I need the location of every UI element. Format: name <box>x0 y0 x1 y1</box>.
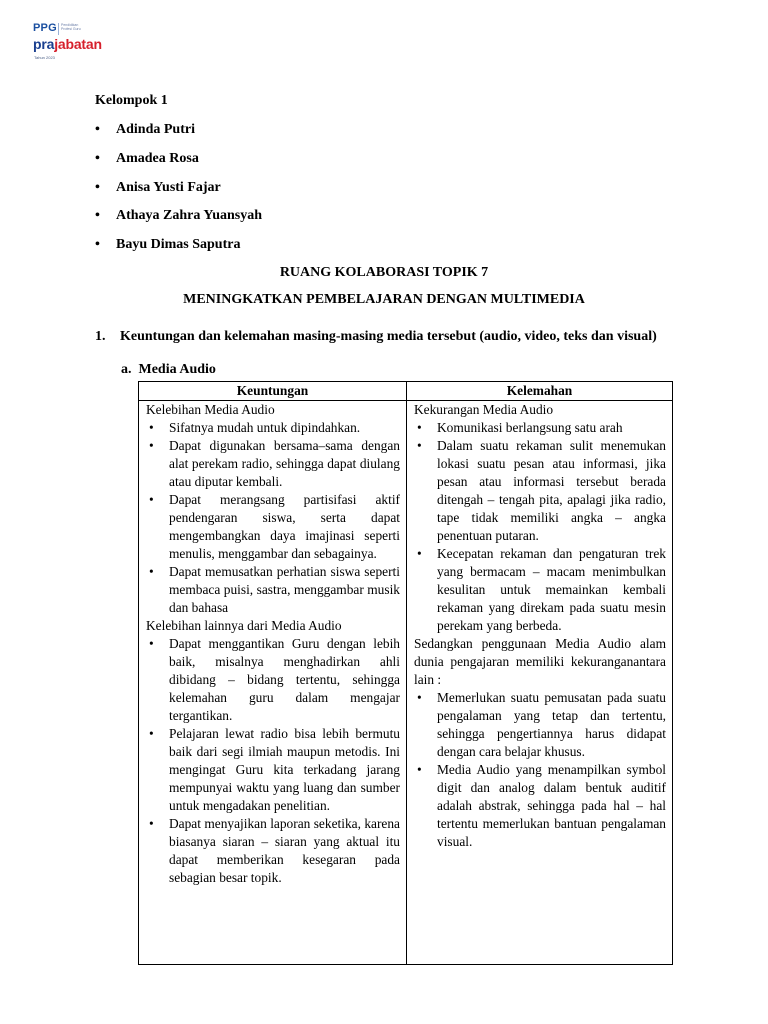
member-item <box>95 122 195 138</box>
member-item <box>95 151 199 167</box>
member-name: Bayu Dimas Saputra <box>116 237 241 252</box>
question-number: 1. <box>95 329 106 344</box>
member-name: Amadea Rosa <box>116 151 199 166</box>
list-item: • Pelajaran lewat radio bisa lebih bermutu baik dari segi ilmiah maupun metodis. Ini mengingat Guru kita terkadang jarang mempunyai waktu yang luang dan sumber untuk mengadakan penelitian. <box>146 725 400 815</box>
list-item: • Media Audio yang menampilkan symbol digit dan analog dalam bentuk auditif adalah abstrak, sehingga pada hal – hal tertentu memerlukan bantuan pengalaman visual. <box>414 761 666 851</box>
right-list-2 <box>414 689 666 851</box>
logo-separator <box>58 23 59 35</box>
subsection-a <box>121 362 216 378</box>
column-header-keuntungan: Keuntungan <box>139 382 407 401</box>
right-intro-2: Sedangkan penggunaan Media Audio alam dunia pengajaran memiliki kekuranganantara lain : <box>414 636 666 687</box>
table-header-row <box>139 382 673 401</box>
bullet: • <box>95 208 100 223</box>
list-item: • Dalam suatu rekaman sulit menemukan lokasi suatu pesan atau informasi, jika pesan atau informasi tersebut berada ditengah – tengah pita, apalagi jika radio, tape tidak memiliki angka – angka penentuan putaran. <box>414 437 666 545</box>
list-item: • Dapat memusatkan perhatian siswa seperti membaca puisi, sastra, menggambar musik dan bahasa <box>146 563 400 617</box>
list-item: • Dapat menggantikan Guru dengan lebih baik, misalnya menghadirkan ahli dibidang – bidang tertentu, sehingga kelemahan guru dalam mengajar tergantikan. <box>146 635 400 725</box>
ppg-prajabatan-logo <box>33 20 123 70</box>
logo-year-text: Tahun 2023 <box>34 55 55 60</box>
group-title: Kelompok 1 <box>95 93 168 108</box>
member-name: Adinda Putri <box>116 122 195 137</box>
bullet: • <box>95 237 100 252</box>
question-1 <box>95 328 675 346</box>
subsection-title: Media Audio <box>138 362 216 377</box>
table-row <box>139 401 673 965</box>
member-item <box>95 237 240 253</box>
logo-pra: pra <box>33 36 55 52</box>
left-intro-1: Kelebihan Media Audio <box>146 402 275 417</box>
bullet: • <box>95 151 100 166</box>
left-list-2 <box>146 635 400 887</box>
bullet: • <box>95 122 100 137</box>
document-subtitle: MENINGKATKAN PEMBELAJARAN DENGAN MULTIMEDIA <box>183 292 585 307</box>
subsection-label: a. <box>121 362 132 377</box>
list-item: • Dapat digunakan bersama–sama dengan alat perekam radio, sehingga dapat diulang atau diputar kembali. <box>146 437 400 491</box>
bullet: • <box>95 180 100 195</box>
left-intro-2: Kelebihan lainnya dari Media Audio <box>146 618 342 633</box>
document-title: RUANG KOLABORASI TOPIK 7 <box>279 265 489 280</box>
list-item: • Kecepatan rekaman dan pengaturan trek yang bermacam – macam menimbulkan kesulitan untuk memainkan kembali rekaman yang direkam pada suatu mesin perekam yang berbeda. <box>414 545 666 635</box>
left-list-1 <box>146 419 400 617</box>
logo-small-text: Pendidikan Profesi Guru <box>61 23 81 31</box>
logo-jabatan: jabatan <box>54 36 102 52</box>
logo-prajabatan-text <box>33 36 102 52</box>
list-item: • Dapat merangsang partisifasi aktif pendengaran siswa, serta dapat mengembangkan daya imajinasi seperti menulis, menggambar dan sebagainya. <box>146 491 400 563</box>
right-intro-1: Kekurangan Media Audio <box>414 402 554 417</box>
list-item: • Dapat menyajikan laporan seketika, karena biasanya siaran – siaran yang aktual itu dapat memberikan kesegaran pada sebagian besar topik. <box>146 815 400 887</box>
right-list-1 <box>414 419 666 635</box>
member-item <box>95 208 262 224</box>
logo-ppg-text: PPG <box>33 22 57 34</box>
member-item <box>95 180 221 196</box>
list-item: • Komunikasi berlangsung satu arah <box>414 419 666 437</box>
kelemahan-cell <box>407 401 673 965</box>
media-audio-table <box>138 381 673 965</box>
member-name: Athaya Zahra Yuansyah <box>116 208 263 223</box>
list-item: • Memerlukan suatu pemusatan pada suatu pengalaman yang tetap dan tertentu, sehingga pengertiannya harus didapat dengan cara belajar khusus. <box>414 689 666 761</box>
list-item: • Sifatnya mudah untuk dipindahkan. <box>146 419 400 437</box>
column-header-kelemahan: Kelemahan <box>407 382 673 401</box>
question-text: Keuntungan dan kelemahan masing-masing media tersebut (audio, video, teks dan visual) <box>120 329 657 344</box>
member-name: Anisa Yusti Fajar <box>116 180 221 195</box>
keuntungan-cell <box>139 401 407 965</box>
